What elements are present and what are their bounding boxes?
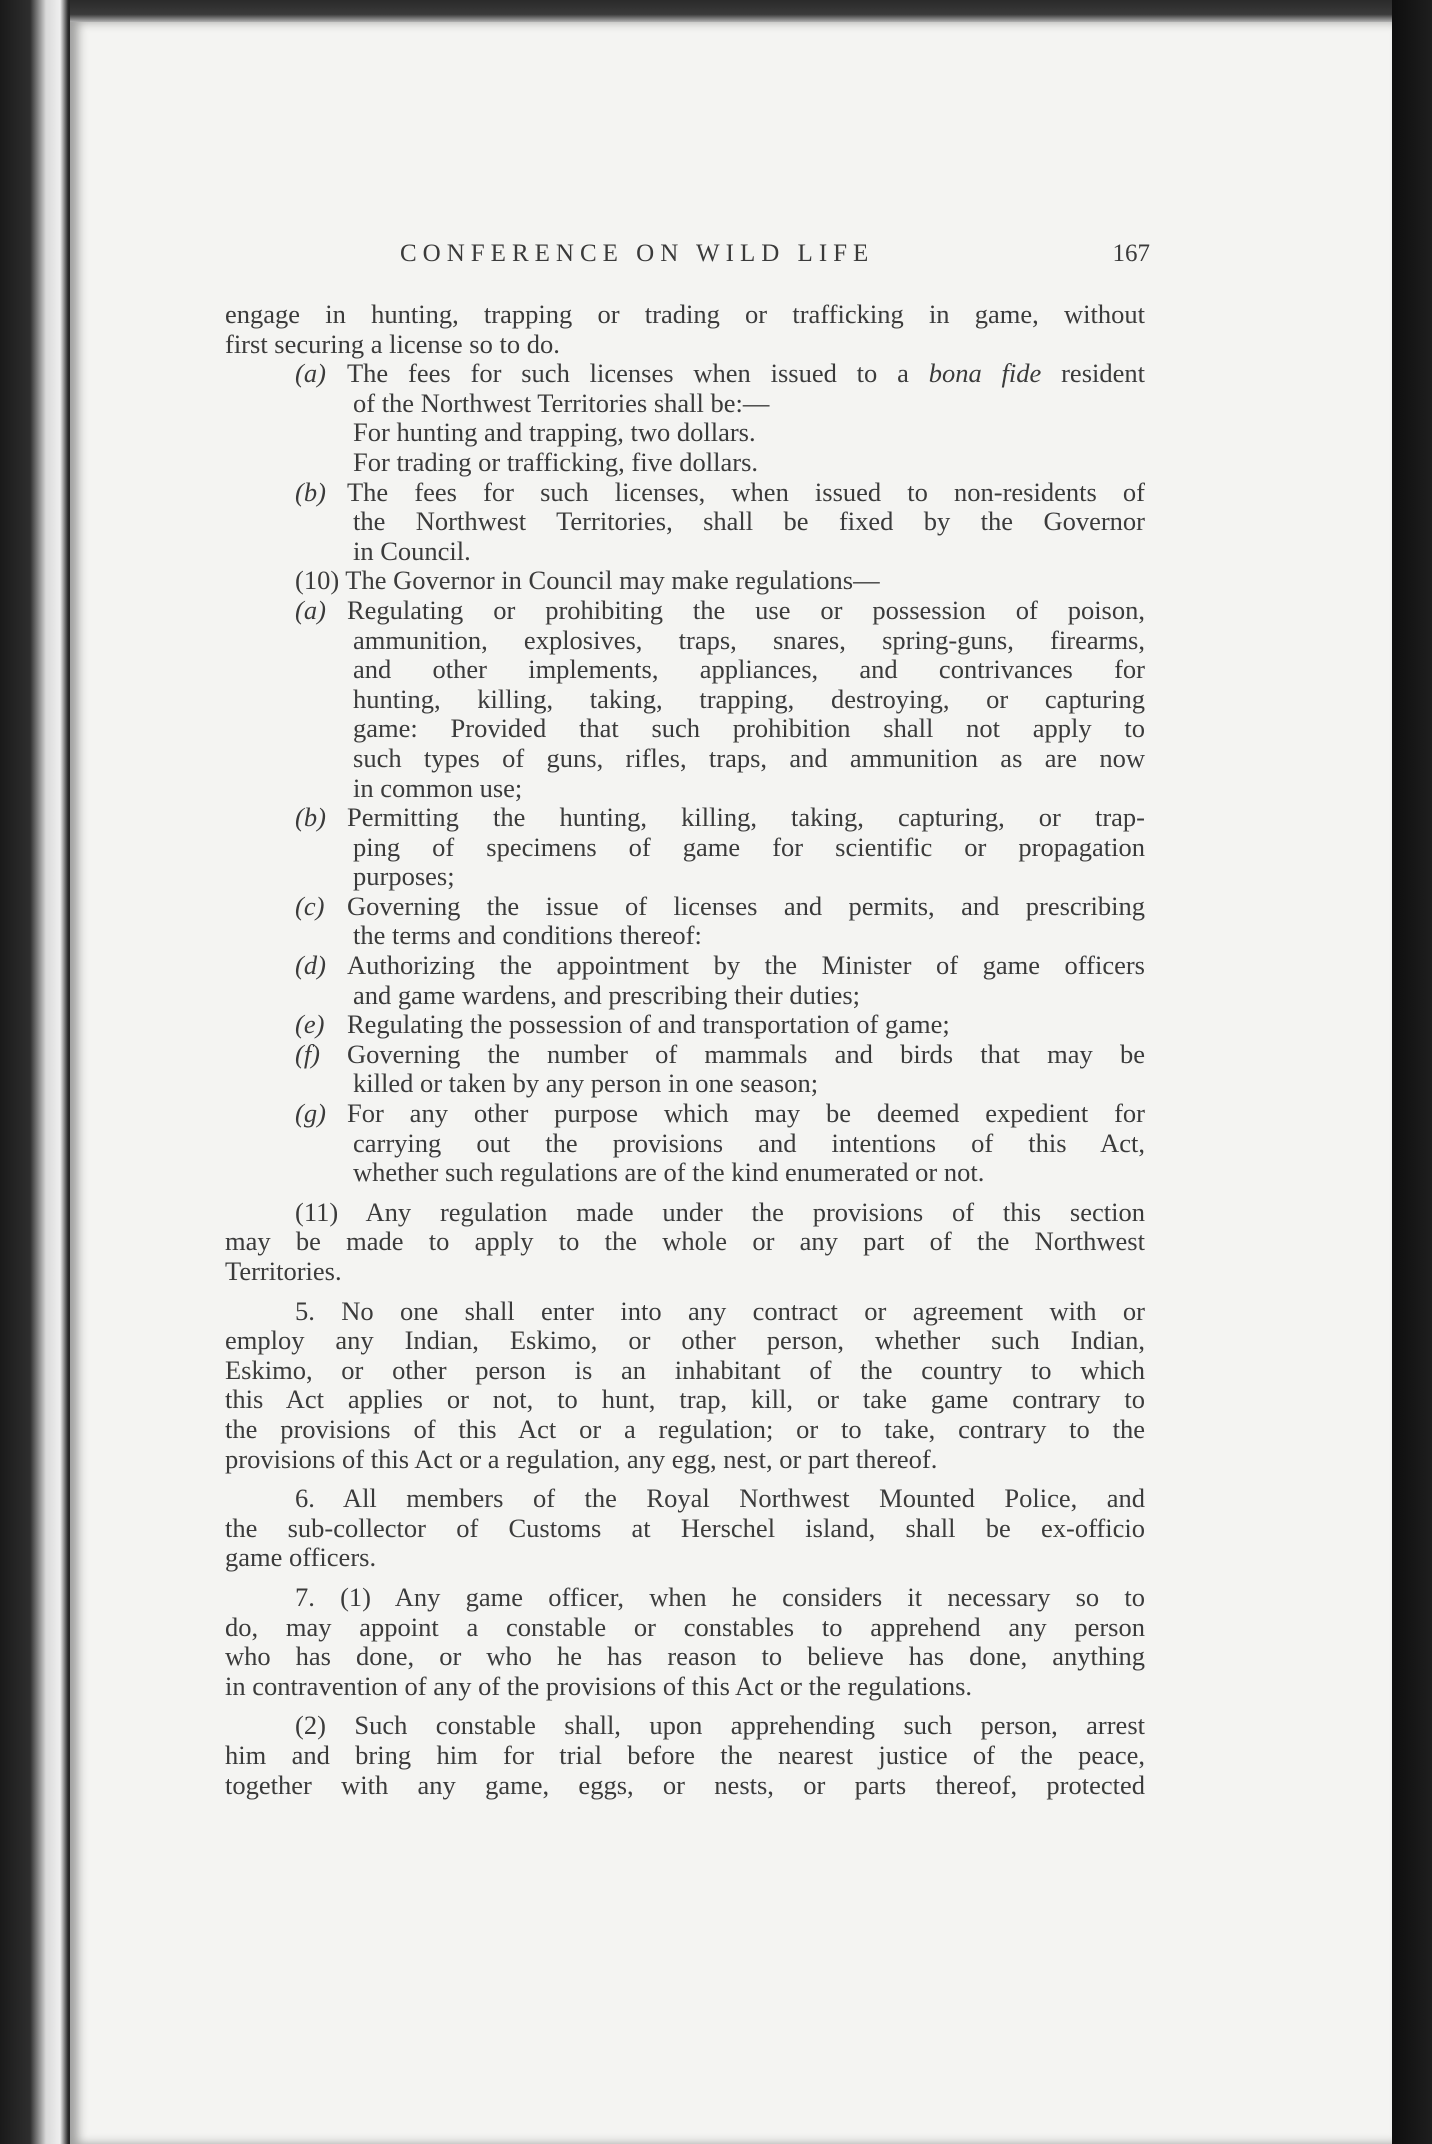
text-line: such types of guns, rifles, traps, and ammunition as are now xyxy=(353,742,1145,773)
text-line: the terms and conditions thereof: xyxy=(353,920,702,951)
section-5: 5. No one shall enter into any contract or agreement with or xyxy=(295,1295,1145,1326)
section-6: 6. All members of the Royal Northwest Mounted Police, and xyxy=(295,1483,1145,1514)
body-text xyxy=(225,300,1145,1800)
reg-f-line: (f) Governing the number of mammals and birds that may be xyxy=(295,1038,1145,1069)
clause-label: (g) xyxy=(295,1098,326,1129)
reg-a-line: (a) Regulating or prohibiting the use or possession of poison, xyxy=(295,594,1145,625)
page-header xyxy=(300,240,1150,280)
text-line: For trading or trafficking, five dollars. xyxy=(353,446,759,477)
section-7-2: (2) Such constable shall, upon apprehending such person, arrest xyxy=(295,1710,1145,1741)
clause-label: (a) xyxy=(295,594,326,625)
reg-d-line: (d) Authorizing the appointment by the Minister of game officers xyxy=(295,950,1145,981)
subsection-11: (11) Any regulation made under the provisions of this section xyxy=(295,1196,1145,1227)
text-line: killed or taken by any person in one season; xyxy=(353,1068,819,1099)
clause-b-line: (b) The fees for such licenses, when issued to non-residents of xyxy=(295,476,1145,507)
text-line: the Northwest Territories, shall be fixed by the Governor xyxy=(353,506,1145,537)
text-line: carrying out the provisions and intentions of this Act, xyxy=(353,1127,1145,1158)
clause-label: (f) xyxy=(295,1038,321,1069)
text-line: employ any Indian, Eskimo, or other person, whether such Indian, xyxy=(225,1325,1145,1356)
text-line: do, may appoint a constable or constables to apprehend any person xyxy=(225,1611,1145,1642)
clause-a-line: (a) The fees for such licenses when issued to a bona fide resident xyxy=(295,358,1145,389)
text-line: first securing a license so to do. xyxy=(225,328,560,359)
page-number: 167 xyxy=(1112,240,1150,267)
clause-label: (a) xyxy=(295,358,326,389)
text-line: of the Northwest Territories shall be:— xyxy=(353,387,770,418)
text-line: Territories. xyxy=(225,1256,342,1286)
text-line: purposes; xyxy=(353,861,455,892)
section-7: 7. (1) Any game officer, when he considers it necessary so to xyxy=(295,1581,1145,1612)
text-line: the provisions of this Act or a regulation; or to take, contrary to the xyxy=(225,1413,1145,1444)
reg-e-line: (e) Regulating the possession of and transportation of game; xyxy=(295,1009,950,1040)
reg-c-line: (c) Governing the issue of licenses and permits, and prescribing xyxy=(295,890,1145,921)
text-line: in contravention of any of the provisions of this Act or the regulations. xyxy=(225,1670,973,1701)
text-line: engage in hunting, trapping or trading or trafficking in game, without xyxy=(225,299,1145,329)
subsection-10: (10) The Governor in Council may make regulations— xyxy=(295,565,880,596)
clause-label: (b) xyxy=(295,802,326,833)
text-line: ping of specimens of game for scientific or propagation xyxy=(353,831,1145,862)
text-line: in common use; xyxy=(353,772,523,803)
text-line: ammunition, explosives, traps, snares, spring-guns, firearms, xyxy=(353,624,1145,655)
text-line: him and bring him for trial before the nearest justice of the peace, xyxy=(225,1739,1145,1770)
scan-right-edge xyxy=(1392,0,1432,2144)
clause-label: (e) xyxy=(295,1009,325,1040)
facing-page-edge xyxy=(0,0,70,2144)
clause-label: (c) xyxy=(295,890,325,921)
text-line: game: Provided that such prohibition shall not apply to xyxy=(353,713,1145,744)
scan-top-edge xyxy=(70,0,1432,24)
text-line: in Council. xyxy=(353,535,471,566)
clause-label: (b) xyxy=(295,476,326,507)
reg-g-line: (g) For any other purpose which may be deemed expedient for xyxy=(295,1098,1145,1129)
text-line: the sub-collector of Customs at Herschel island, shall be ex-officio xyxy=(225,1512,1145,1543)
text-line: whether such regulations are of the kind enumerated or not. xyxy=(353,1157,985,1188)
italic-term: bona fide xyxy=(928,358,1042,389)
text-line: and other implements, appliances, and contrivances for xyxy=(353,654,1145,685)
text-line: and game wardens, and prescribing their duties; xyxy=(353,979,861,1010)
running-head: CONFERENCE ON WILD LIFE xyxy=(400,240,875,267)
text-line: who has done, or who he has reason to believe has done, anything xyxy=(225,1641,1145,1672)
clause-label: (d) xyxy=(295,950,326,981)
text-line: together with any game, eggs, or nests, or parts thereof, protected xyxy=(225,1769,1145,1800)
text-line: hunting, killing, taking, trapping, destroying, or capturing xyxy=(353,683,1145,714)
text-line: provisions of this Act or a regulation, any egg, nest, or part thereof. xyxy=(225,1443,938,1474)
reg-b-line: (b) Permitting the hunting, killing, taking, capturing, or trap- xyxy=(295,802,1145,833)
text-line: may be made to apply to the whole or any part of the Northwest xyxy=(225,1226,1145,1257)
text-line: Eskimo, or other person is an inhabitant of the country to which xyxy=(225,1354,1145,1385)
text-line: For hunting and trapping, two dollars. xyxy=(353,417,756,448)
text-line: this Act applies or not, to hunt, trap, kill, or take game contrary to xyxy=(225,1384,1145,1415)
text-line: game officers. xyxy=(225,1542,377,1573)
